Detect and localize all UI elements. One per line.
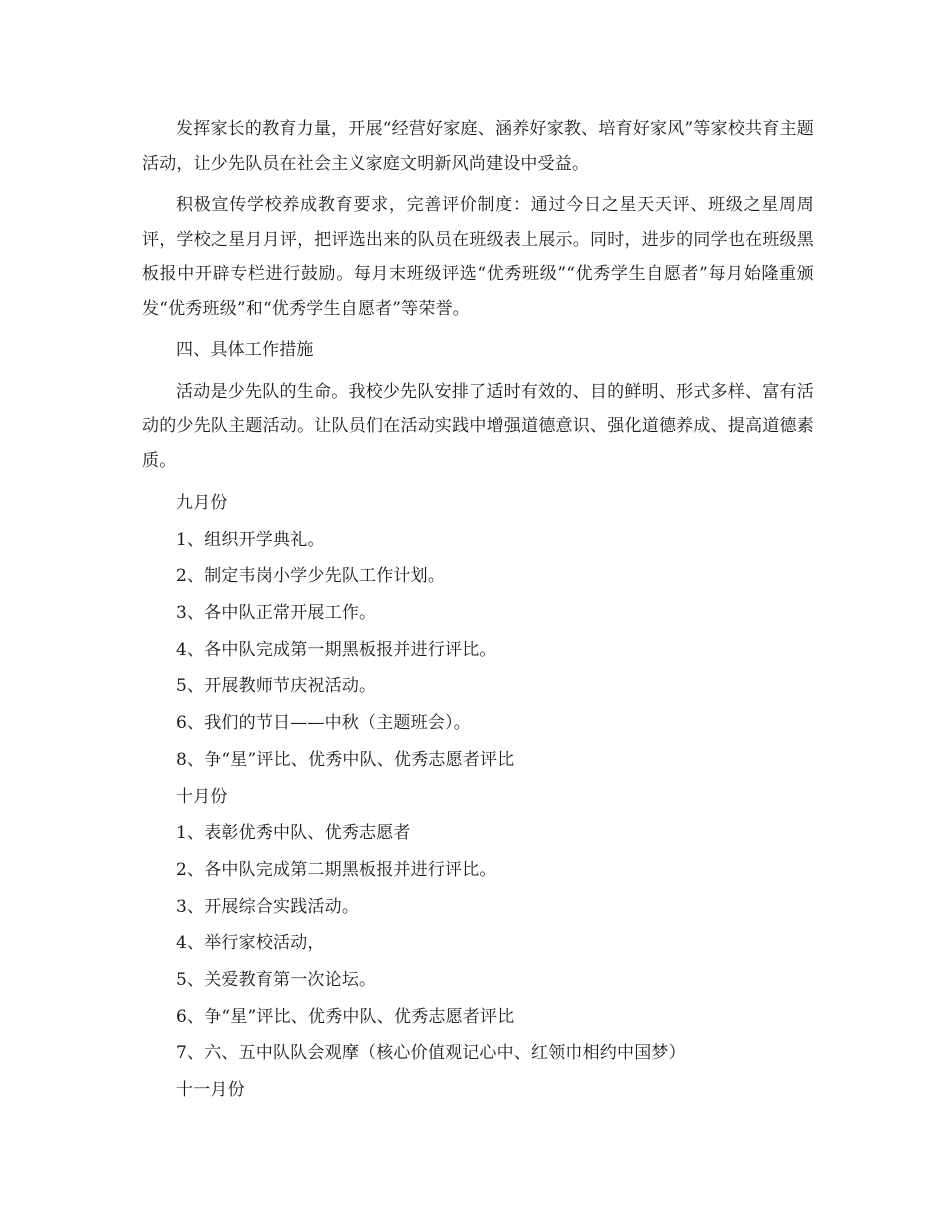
list-item: 5、开展教师节庆祝活动。 — [176, 676, 377, 697]
list-item: 4、各中队完成第一期黑板报并进行评比。 — [176, 639, 497, 660]
paragraph-family-education: 发挥家长的教育力量，开展“经营好家庭、涵养好家教、培育好家风”等家校共育主题活动，让少先队员在社会主义家庭文明新风尚建设中受益。 — [142, 119, 814, 174]
list-item: 6、我们的节日——中秋（主题班会）。 — [176, 713, 471, 734]
document-body — [142, 112, 814, 1109]
list-item: 6、争“星”评比、优秀中队、优秀志愿者评比 — [176, 1006, 515, 1027]
list-item: 3、开展综合实践活动。 — [176, 896, 360, 917]
paragraph-evaluation-system: 积极宣传学校养成教育要求，完善评价制度：通过今日之星天天评、班级之星周周评，学校之星月月评，把评选出来的队员在班级表上展示。同时，进步的同学也在班级黑板报中开辟专栏进行鼓励。每月末班级评选“优秀班级”“优秀学生自愿者”每月始隆重颁发“优秀班级”和“优秀学生自愿者”等荣誉。 — [142, 195, 814, 319]
list-item: 8、争“星”评比、优秀中队、优秀志愿者评比 — [176, 749, 515, 770]
month-heading-september: 九月份 — [176, 493, 228, 513]
list-item: 7、六、五中队队会观摩（核心价值观记心中、红领巾相约中国梦） — [176, 1043, 686, 1064]
section-heading: 四、具体工作措施 — [176, 340, 314, 360]
paragraph-activities: 活动是少先队的生命。我校少先队安排了适时有效的、目的鲜明、形式多样、富有活动的少先队主题活动。让队员们在活动实践中增强道德意识、强化道德养成、提高道德素质。 — [142, 381, 814, 471]
month-heading-november: 十一月份 — [176, 1080, 245, 1100]
list-item: 2、各中队完成第二期黑板报并进行评比。 — [176, 859, 497, 880]
list-item: 1、组织开学典礼。 — [176, 529, 325, 550]
list-item: 3、各中队正常开展工作。 — [176, 603, 377, 624]
list-item: 5、关爱教育第一次论坛。 — [176, 969, 377, 990]
month-heading-october: 十月份 — [176, 786, 228, 807]
list-item: 1、表彰优秀中队、优秀志愿者 — [176, 823, 411, 844]
list-item: 4、举行家校活动， — [176, 933, 325, 954]
list-item: 2、制定韦岗小学少先队工作计划。 — [176, 566, 446, 587]
